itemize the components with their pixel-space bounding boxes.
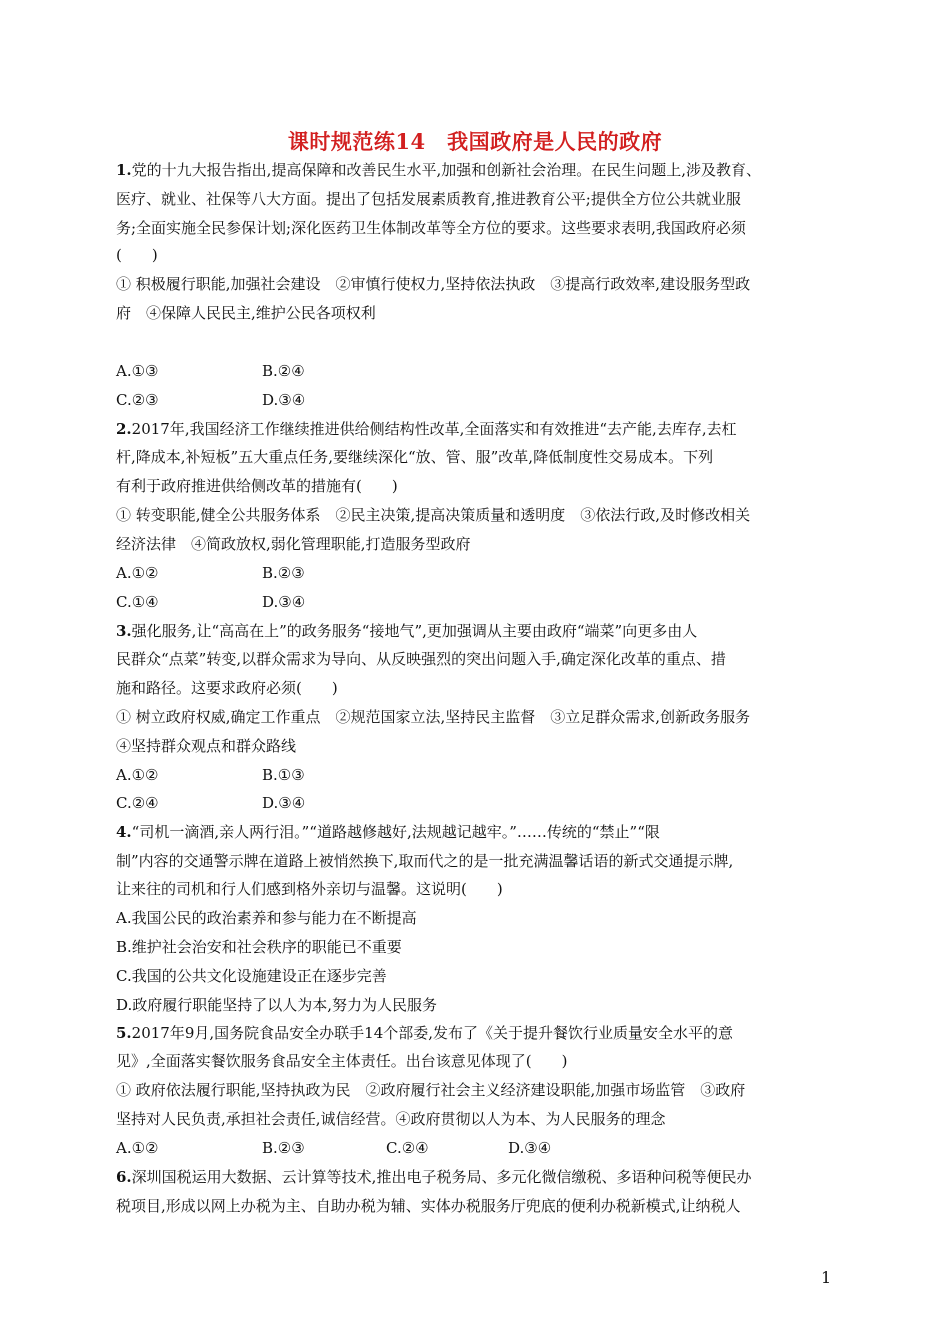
option-d: D.③④: [262, 794, 306, 812]
page-title: 课时规范练14 我国政府是人民的政府: [287, 129, 663, 154]
question-6-stem-line: [116, 1167, 751, 1187]
question-1-statements: 府 ④保障人民民主,维护公民各项权利: [116, 304, 376, 322]
option-a: A.①③: [116, 362, 159, 380]
option-a: A.①②: [116, 766, 159, 784]
question-3-stem-line: [116, 621, 697, 641]
question-5-statements: ① 政府依法履行职能,坚持执政为民 ②政府履行社会主义经济建设职能,加强市场监管 ③政府: [116, 1081, 746, 1099]
question-text: 深圳国税运用大数据、云计算等技术,推出电子税务局、多元化微信缴税、多语种问税等便民办: [131, 1168, 752, 1186]
question-3-statements: ① 树立政府权威,确定工作重点 ②规范国家立法,坚持民主监督 ③立足群众需求,创新政务服务: [116, 708, 751, 726]
question-text: 2017年,我国经济工作继续推进供给侧结构性改革,全面落实和有效推进“去产能,去库存,去杠: [131, 420, 737, 438]
question-number: 5.: [116, 1024, 132, 1042]
question-1-statements: ① 积极履行职能,加强社会建设 ②审慎行使权力,坚持依法执政 ③提高行政效率,建设服务型政: [116, 275, 751, 293]
question-text: 2017年9月,国务院食品安全办联手14个部委,发布了《关于提升餐饮行业质量安全水平的意: [131, 1024, 734, 1042]
question-1-stem-line: 医疗、就业、社保等八大方面。提出了包括发展素质教育,推进教育公平;提供全方位公共就业服: [116, 190, 741, 208]
option-b: B.②③: [262, 564, 305, 582]
option-b: B.①③: [262, 766, 305, 784]
option-c: C.②④: [116, 794, 159, 812]
question-6-stem-line: 税项目,形成以网上办税为主、自助办税为辅、实体办税服务厅兜底的便利办税新模式,让纳税人: [116, 1197, 741, 1215]
question-2-stem-line: 有利于政府推进供给侧改革的措施有( ): [116, 477, 398, 495]
question-number: 4.: [116, 823, 132, 841]
question-2-stem-line: [116, 419, 737, 439]
question-text: “司机一滴酒,亲人两行泪。”“道路越修越好,法规越记越牢。”……传统的“禁止”“限: [131, 823, 660, 841]
option-a: A.①②: [116, 1139, 159, 1157]
option-a: A.①②: [116, 564, 159, 582]
question-3-stem-line: 施和路径。这要求政府必须( ): [116, 679, 338, 697]
option-c: C.②③: [116, 391, 159, 409]
question-number: 2.: [116, 420, 132, 438]
question-5-stem-line: [116, 1023, 733, 1043]
question-number: 3.: [116, 622, 132, 640]
option-d: D.政府履行职能坚持了以人为本,努力为人民服务: [116, 996, 438, 1014]
question-3-stem-line: 民群众“点菜”转变,以群众需求为导向、从反映强烈的突出问题入手,确定深化改革的重点、措: [116, 650, 726, 668]
option-b: B.②③: [262, 1139, 305, 1157]
option-d: D.③④: [262, 593, 306, 611]
question-number: 1.: [116, 161, 132, 179]
question-4-stem-line: [116, 822, 660, 842]
option-c: C.我国的公共文化设施建设正在逐步完善: [116, 967, 387, 985]
question-2-stem-line: 杆,降成本,补短板”五大重点任务,要继续深化“放、管、服”改革,降低制度性交易成本。下列: [116, 448, 714, 466]
option-a: A.我国公民的政治素养和参与能力在不断提高: [116, 909, 417, 927]
question-text: 强化服务,让“高高在上”的政务服务“接地气”,更加强调从主要由政府“端菜”向更多由人: [131, 622, 698, 640]
question-5-statements: 坚持对人民负责,承担社会责任,诚信经营。④政府贯彻以人为本、为人民服务的理念: [116, 1110, 666, 1128]
option-c: C.②④: [386, 1139, 429, 1157]
option-b: B.维护社会治安和社会秩序的职能已不重要: [116, 938, 402, 956]
option-c: C.①④: [116, 593, 159, 611]
question-1-answer-blank: ( ): [116, 246, 158, 264]
option-d: D.③④: [262, 391, 306, 409]
question-4-stem-line: 制”内容的交通警示牌在道路上被悄然换下,取而代之的是一批充满温馨话语的新式交通提示牌,: [116, 852, 734, 870]
question-3-statements: ④坚持群众观点和群众路线: [116, 737, 297, 755]
page-number: 1: [821, 1268, 832, 1287]
option-b: B.②④: [262, 362, 305, 380]
question-2-statements: ① 转变职能,健全公共服务体系 ②民主决策,提高决策质量和透明度 ③依法行政,及时修改相关: [116, 506, 751, 524]
question-text: 党的十九大报告指出,提高保障和改善民生水平,加强和创新社会治理。在民生问题上,涉及教育、: [131, 161, 761, 179]
question-number: 6.: [116, 1168, 132, 1186]
question-2-statements: 经济法律 ④简政放权,弱化管理职能,打造服务型政府: [116, 535, 471, 553]
question-1-stem-line: [116, 160, 761, 180]
question-4-stem-line: 让来往的司机和行人们感到格外亲切与温馨。这说明( ): [116, 880, 503, 898]
option-d: D.③④: [508, 1139, 552, 1157]
question-1-stem-line: 务;全面实施全民参保计划;深化医药卫生体制改革等全方位的要求。这些要求表明,我国政府必须: [116, 219, 746, 237]
question-5-stem-line: 见》,全面落实餐饮服务食品安全主体责任。出台该意见体现了( ): [116, 1052, 568, 1070]
